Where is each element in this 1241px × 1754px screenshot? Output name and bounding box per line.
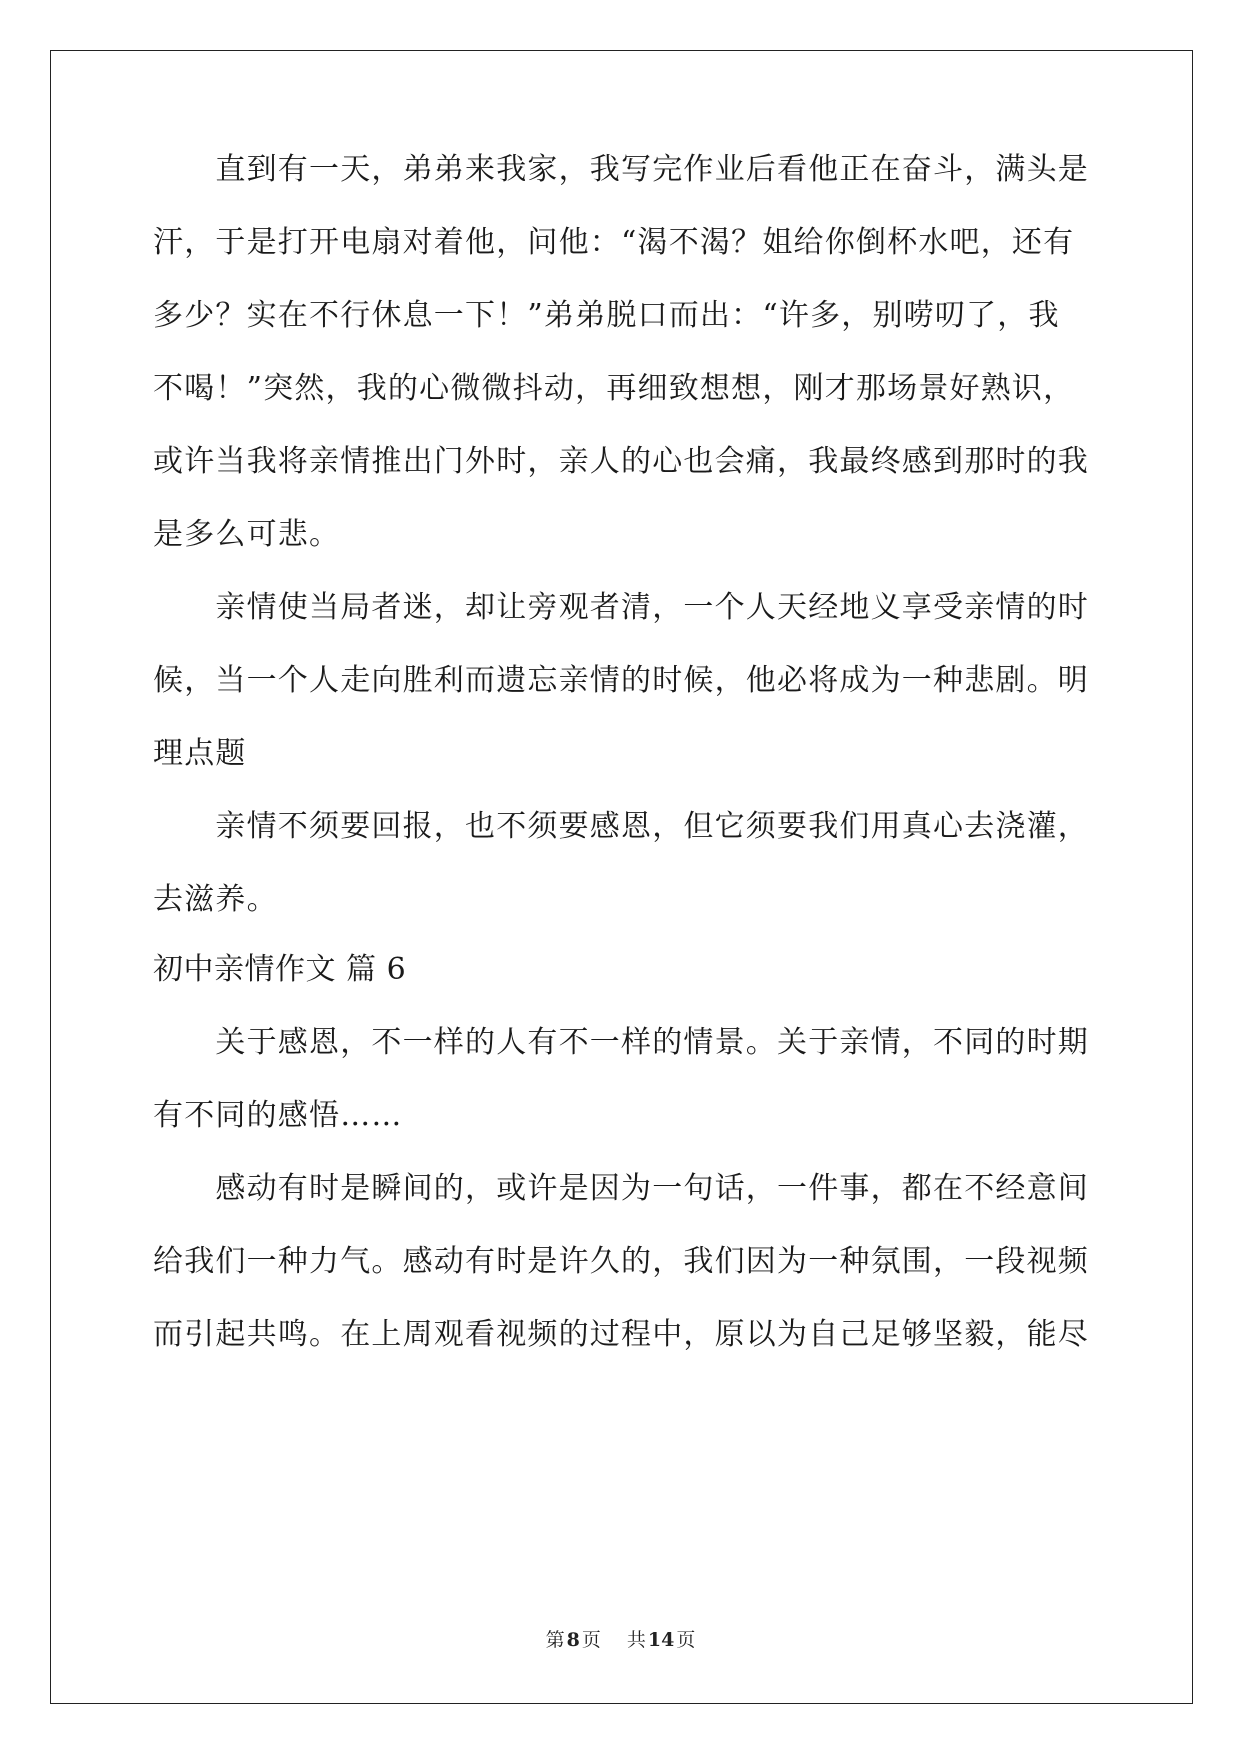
paragraph-line: 给我们一种力气。感动有时是许久的，我们因为一种氛围，一段视频 xyxy=(153,1244,1089,1279)
footer-page-word: 页 xyxy=(581,1629,601,1651)
paragraph-line: 亲情使当局者迷，却让旁观者清，一个人天经地义享受亲情的时 xyxy=(153,590,1089,625)
paragraph-line: 感动有时是瞬间的，或许是因为一句话，一件事，都在不经意间 xyxy=(153,1171,1089,1206)
paragraph-line: 而引起共鸣。在上周观看视频的过程中，原以为自己足够坚毅，能尽 xyxy=(153,1317,1089,1352)
paragraph-line: 亲情不须要回报，也不须要感恩，但它须要我们用真心去浇灌， xyxy=(153,809,1089,844)
paragraph-line: 候，当一个人走向胜利而遗忘亲情的时候，他必将成为一种悲剧。明 xyxy=(153,663,1089,698)
paragraph-line: 不喝！”突然，我的心微微抖动，再细致想想，刚才那场景好熟识， xyxy=(153,371,1075,406)
paragraph-line: 去滋养。 xyxy=(153,882,278,917)
footer-total-suffix: 页 xyxy=(676,1629,696,1651)
paragraph-line: 是多么可悲。 xyxy=(153,517,341,552)
paragraph-line: 或许当我将亲情推出门外时，亲人的心也会痛，我最终感到那时的我 xyxy=(153,444,1089,479)
footer-current-page: 8 xyxy=(566,1629,580,1651)
footer-total-prefix: 共 xyxy=(626,1629,646,1651)
footer-prefix: 第 xyxy=(545,1629,565,1651)
paragraph-line: 多少？实在不行休息一下！”弟弟脱口而出：“许多，别唠叨了，我 xyxy=(153,298,1060,333)
footer-total-pages: 14 xyxy=(647,1629,675,1651)
paragraph-line: 直到有一天，弟弟来我家，我写完作业后看他正在奋斗，满头是 xyxy=(153,152,1089,187)
page-footer xyxy=(0,1628,1241,1652)
paragraph-line: 汗，于是打开电扇对着他，问他：“渴不渴？姐给你倒杯水吧，还有 xyxy=(153,225,1075,260)
section-heading: 初中亲情作文 篇 6 xyxy=(153,952,407,987)
paragraph-line: 有不同的感悟…… xyxy=(153,1098,403,1133)
paragraph-line: 关于感恩，不一样的人有不一样的情景。关于亲情，不同的时期 xyxy=(153,1025,1089,1060)
paragraph-line: 理点题 xyxy=(153,736,247,771)
